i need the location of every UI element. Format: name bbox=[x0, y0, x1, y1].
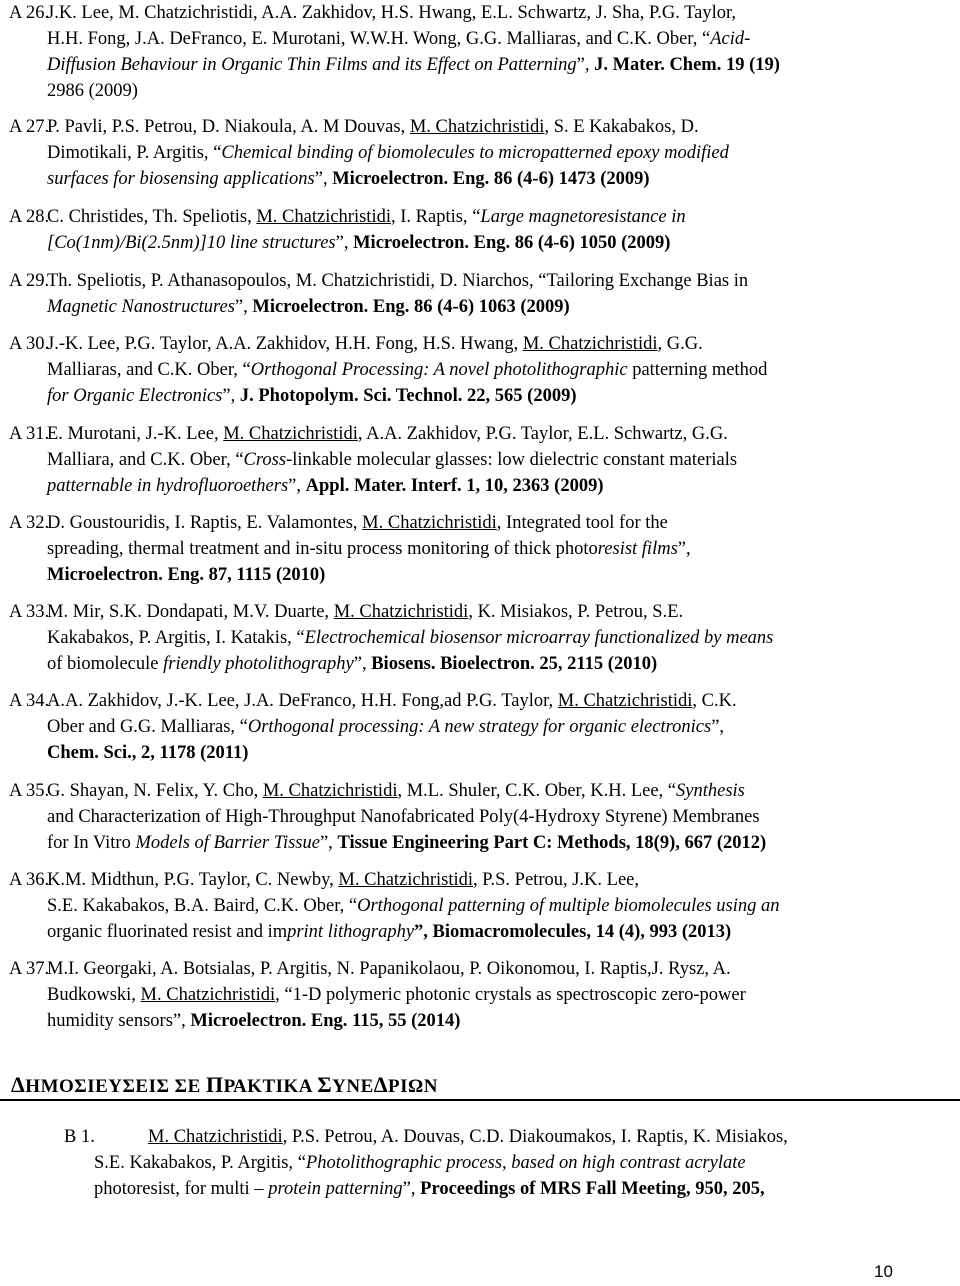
highlighted-author: M. Chatzichristidi bbox=[333, 602, 469, 622]
heading-rule bbox=[0, 1099, 960, 1101]
reference-journal: J. Photopolym. Sci. Technol. 22, 565 (2009) bbox=[239, 386, 577, 406]
section-heading bbox=[11, 1072, 438, 1098]
reference-authors: Kakabakos, P. Argitis, I. Katakis, bbox=[47, 628, 292, 648]
reference-title: surfaces for biosensing applications bbox=[47, 169, 315, 189]
reference-tag: A 36. bbox=[9, 870, 50, 890]
reference-journal: Microelectron. Eng. 86 (4-6) 1473 (2009) bbox=[332, 169, 650, 189]
reference-authors: , C.K. bbox=[692, 691, 737, 711]
reference-a30: A 30.J.-K. Lee, P.G. Taylor, A.A. Zakhidov, H.H. Fong, H.S. Hwang, M. Chatzichristidi, G.G. Malliaras, and C.K. Ober, “Orthogonal Processing: A novel photolithographic patterning method for Organic Electronics”, J. Photopolym. Sci. Technol. 22, 565 (2009) bbox=[9, 331, 949, 409]
reference-tag: A 34. bbox=[9, 691, 50, 711]
reference-authors: Dimotikali, P. Argitis, bbox=[47, 143, 209, 163]
reference-title: Magnetic Nanostructures bbox=[47, 297, 235, 317]
heading-text: ΥΝΕ bbox=[332, 1076, 374, 1097]
highlighted-author: M. Chatzichristidi bbox=[223, 424, 358, 444]
heading-initial: Σ bbox=[317, 1072, 333, 1097]
reference-authors: S.E. Kakabakos, P. Argitis, bbox=[94, 1153, 294, 1173]
reference-tag: A 37. bbox=[9, 959, 50, 979]
reference-title: Models of Barrier Tissue bbox=[135, 833, 320, 853]
reference-journal: J. Mater. Chem. 19 (19) bbox=[594, 55, 780, 75]
reference-authors: M. Mir, S.K. Dondapati, M.V. Duarte, bbox=[47, 602, 330, 622]
reference-authors: , G.G. bbox=[657, 334, 703, 354]
reference-title: – protein patterning bbox=[254, 1179, 403, 1199]
reference-journal: Chem. Sci., 2, 1178 (2011) bbox=[47, 743, 249, 763]
reference-authors: , M.L. Shuler, C.K. Ober, K.H. Lee, bbox=[397, 781, 664, 801]
reference-a27: A 27.P. Pavli, P.S. Petrou, D. Niakoula, A. M Douvas, M. Chatzichristidi, S. E Kakabakos, D. Dimotikali, P. Argitis, “Chemical binding of biomolecules to micropatterned epoxy modified surfaces for biosensing applications”, Microelectron. Eng. 86 (4-6) 1473 (2009) bbox=[9, 114, 949, 192]
reference-journal: Microelectron. Eng. 115, 55 (2014) bbox=[190, 1011, 461, 1031]
reference-authors: , I. Raptis, bbox=[390, 207, 468, 227]
reference-tag: A 29. bbox=[9, 271, 50, 291]
reference-tag: A 35. bbox=[9, 781, 50, 801]
highlighted-author: M. Chatzichristidi bbox=[557, 691, 693, 711]
reference-authors: , P.S. Petrou, A. Douvas, C.D. Diakoumakos, I. Raptis, K. Misiakos, bbox=[282, 1127, 788, 1147]
reference-tag: B 1. bbox=[64, 1127, 95, 1147]
reference-a37 bbox=[9, 956, 949, 1034]
highlighted-author: M. Chatzichristidi bbox=[148, 1127, 283, 1147]
reference-tag: A 30. bbox=[9, 334, 50, 354]
reference-authors: E. Murotani, J.-K. Lee, bbox=[47, 424, 219, 444]
reference-journal: Microelectron. Eng. 87, 1115 (2010) bbox=[47, 565, 326, 585]
reference-authors: Th. Speliotis, P. Athanasopoulos, M. Chatzichristidi, D. Niarchos, bbox=[47, 271, 534, 291]
page-number: 10 bbox=[874, 1262, 893, 1281]
heading-initial: Δ bbox=[11, 1072, 26, 1097]
reference-authors: K.M. Midthun, P.G. Taylor, C. Newby, bbox=[47, 870, 334, 890]
highlighted-author: M. Chatzichristidi bbox=[362, 513, 497, 533]
reference-a32: A 32.D. Goustouridis, I. Raptis, E. Valamontes, M. Chatzichristidi, Integrated tool for the spreading, thermal treatment and in-situ process monitoring of thick photoresist films”, Microelectron. Eng. 87, 1115 (2010) bbox=[9, 510, 949, 588]
reference-tag: A 31. bbox=[9, 424, 50, 444]
reference-authors: P. Pavli, P.S. Petrou, D. Niakoula, A. M Douvas, bbox=[47, 117, 406, 137]
reference-a26: A 26.J.K. Lee, M. Chatzichristidi, A.A. Zakhidov, H.S. Hwang, E.L. Schwartz, J. Sha, P.G. Taylor, H.H. Fong, J.A. DeFranco, E. Murotani, W.W.H. Wong, G.G. Malliaras, and C.K. Ober, “Acid- Diffusion Behaviour in Organic Thin Films and its Effect on Patterning”, J. Mater. Chem. 19 (19) 2986 (2009) bbox=[9, 0, 949, 104]
highlighted-author: M. Chatzichristidi bbox=[409, 117, 545, 137]
reference-a35: A 35.G. Shayan, N. Felix, Y. Cho, M. Chatzichristidi, M.L. Shuler, C.K. Ober, K.H. Lee, “Synthesis and Characterization of High-Throughput Nanofabricated Poly(4-Hydroxy Styrene) Membranes for In Vitro Models of Barrier Tissue”, Tissue Engineering Part C: Methods, 18(9), 667 (2012) bbox=[9, 778, 949, 856]
reference-title: Orthogonal Processing: A novel photolithographic bbox=[250, 360, 628, 380]
highlighted-author: M. Chatzichristidi bbox=[256, 207, 391, 227]
reference-tag: A 27. bbox=[9, 117, 50, 137]
reference-title: Orthogonal patterning of multiple biomolecules using an bbox=[357, 896, 780, 916]
reference-title: Acid- bbox=[710, 29, 751, 49]
reference-journal: Microelectron. Eng. 86 (4-6) 1063 (2009) bbox=[252, 297, 570, 317]
reference-journal: Tissue Engineering Part C: Methods, 18(9), 667 (2012) bbox=[337, 833, 767, 853]
reference-title: friendly photolithography bbox=[163, 654, 354, 674]
reference-authors: J.K. Lee, M. Chatzichristidi, A.A. Zakhidov, H.S. Hwang, E.L. Schwartz, J. Sha, P.G. Taylor, bbox=[47, 3, 737, 23]
reference-title: resist films bbox=[597, 539, 678, 559]
reference-journal: Biomacromolecules, 14 (4), 993 (2013) bbox=[432, 922, 732, 942]
reference-authors: A.A. Zakhidov, J.-K. Lee, J.A. DeFranco, H.H. Fong,ad P.G. Taylor, bbox=[47, 691, 554, 711]
reference-a31: A 31.E. Murotani, J.-K. Lee, M. Chatzichristidi, A.A. Zakhidov, P.G. Taylor, E.L. Schwartz, G.G. Malliara, and C.K. Ober, “Cross-linkable molecular glasses: low dielectric constant materials patternable in hydrofluoroethers”, Appl. Mater. Interf. 1, 10, 2363 (2009) bbox=[9, 421, 949, 499]
reference-title: of biomolecule bbox=[47, 654, 159, 674]
highlighted-author: M. Chatzichristidi bbox=[338, 870, 474, 890]
reference-tag: A 26. bbox=[9, 3, 50, 23]
reference-title: Orthogonal processing: A new strategy for organic electronics bbox=[247, 717, 712, 737]
reference-authors: , K. Misiakos, P. Petrou, S.E. bbox=[468, 602, 684, 622]
reference-title: , “1-D polymeric photonic crystals as spectroscopic zero-power bbox=[275, 985, 746, 1005]
reference-authors: , A.A. Zakhidov, P.G. Taylor, E.L. Schwartz, G.G. bbox=[357, 424, 728, 444]
reference-title: print lithography bbox=[287, 922, 415, 942]
reference-authors: M.I. Georgaki, A. Botsialas, P. Argitis, N. Papanikolaou, P. Oikonomou, I. Raptis,J. Rysz, A. bbox=[47, 959, 731, 979]
reference-title: spreading, thermal treatment and in-situ process monitoring of thick photo bbox=[47, 539, 598, 559]
reference-title: Electrochemical biosensor microarray functionalized by means bbox=[304, 628, 774, 648]
reference-title: and Characterization of High-Throughput Nanofabricated Poly(4-Hydroxy Styrene) Membranes bbox=[47, 807, 760, 827]
reference-authors: , P.S. Petrou, J.K. Lee, bbox=[473, 870, 640, 890]
reference-authors: Malliara, and C.K. Ober, bbox=[47, 450, 231, 470]
heading-initial: Π bbox=[206, 1072, 224, 1097]
reference-title: for Organic Electronics bbox=[47, 386, 223, 406]
reference-title: Large magnetoresistance in bbox=[480, 207, 686, 227]
reference-authors: Ober and G.G. Malliaras, bbox=[47, 717, 236, 737]
reference-title: , Integrated tool for the bbox=[496, 513, 668, 533]
reference-tag: A 32. bbox=[9, 513, 50, 533]
highlighted-author: M. Chatzichristidi bbox=[522, 334, 658, 354]
reference-a34: A 34.A.A. Zakhidov, J.-K. Lee, J.A. DeFranco, H.H. Fong,ad P.G. Taylor, M. Chatzichristidi, C.K. Ober and G.G. Malliaras, “Orthogonal processing: A new strategy for organic electronics”, Chem. Sci., 2, 1178 (2011) bbox=[9, 688, 949, 766]
reference-authors: D. Goustouridis, I. Raptis, E. Valamontes, bbox=[47, 513, 358, 533]
heading-text: ΡΙΩΝ bbox=[388, 1076, 438, 1097]
highlighted-author: M. Chatzichristidi bbox=[140, 985, 276, 1005]
reference-tag: A 33. bbox=[9, 602, 50, 622]
reference-authors: , S. E Kakabakos, D. bbox=[544, 117, 699, 137]
reference-authors: J.-K. Lee, P.G. Taylor, A.A. Zakhidov, H.H. Fong, H.S. Hwang, bbox=[47, 334, 519, 354]
reference-title: Tailoring Exchange Bias in bbox=[546, 271, 749, 291]
reference-authors: S.E. Kakabakos, B.A. Baird, C.K. Ober, bbox=[47, 896, 345, 916]
reference-title: organic fluorinated resist and im bbox=[47, 922, 288, 942]
reference-journal: Microelectron. Eng. 86 (4-6) 1050 (2009) bbox=[353, 233, 671, 253]
reference-title: Photolithographic process, based on high contrast acrylate bbox=[305, 1153, 746, 1173]
heading-text: ΡΑΚΤΙΚΑ bbox=[223, 1076, 318, 1097]
reference-a28: A 28.C. Christides, Th. Speliotis, M. Chatzichristidi, I. Raptis, “Large magnetoresistance in [Co(1nm)/Bi(2.5nm)]10 line structures”, Microelectron. Eng. 86 (4-6) 1050 (2009) bbox=[9, 204, 949, 256]
highlighted-author: M. Chatzichristidi bbox=[262, 781, 398, 801]
reference-title: for In Vitro bbox=[47, 833, 131, 853]
reference-title: patternable in hydrofluoroethers bbox=[47, 476, 289, 496]
reference-title: Synthesis bbox=[676, 781, 745, 801]
reference-journal: Biosens. Bioelectron. 25, 2115 (2010) bbox=[371, 654, 658, 674]
reference-authors: Budkowski, bbox=[47, 985, 136, 1005]
reference-title: Cross bbox=[243, 450, 287, 470]
reference-b1: B 1. M. Chatzichristidi, P.S. Petrou, A. Douvas, C.D. Diakoumakos, I. Raptis, K. Misiakos, S.E. Kakabakos, P. Argitis, “Photolithographic process, based on high contrast acrylate photoresist, for multi – protein patterning”, Proceedings of MRS Fall Meeting, 950, 205, bbox=[64, 1124, 950, 1202]
reference-authors: G. Shayan, N. Felix, Y. Cho, bbox=[47, 781, 259, 801]
reference-a36: A 36.K.M. Midthun, P.G. Taylor, C. Newby, M. Chatzichristidi, P.S. Petrou, J.K. Lee, S.E. Kakabakos, B.A. Baird, C.K. Ober, “Orthogonal patterning of multiple biomolecules using an organic fluorinated resist and imprint lithography”, Biomacromolecules, 14 (4), 993 (2013) bbox=[9, 867, 949, 945]
reference-journal: Proceedings of MRS Fall Meeting, 950, 205, bbox=[420, 1179, 765, 1199]
reference-authors: H.H. Fong, J.A. DeFranco, E. Murotani, W.W.H. Wong, G.G. Malliaras, and C.K. Ober, bbox=[47, 29, 698, 49]
reference-a29: A 29.Th. Speliotis, P. Athanasopoulos, M. Chatzichristidi, D. Niarchos, “Tailoring Exchange Bias in Magnetic Nanostructures”, Microelectron. Eng. 86 (4-6) 1063 (2009) bbox=[9, 268, 949, 320]
heading-text: ΗΜΟΣΙΕΥΣΕΙΣ ΣΕ bbox=[25, 1076, 207, 1097]
reference-journal: Appl. Mater. Interf. 1, 10, 2363 (2009) bbox=[305, 476, 604, 496]
reference-pages: 2986 (2009) bbox=[47, 81, 138, 101]
reference-title: [Co(1nm)/Bi(2.5nm)]10 line structures bbox=[47, 233, 336, 253]
reference-title: photoresist, for multi bbox=[94, 1179, 250, 1199]
reference-title: Diffusion Behaviour in Organic Thin Films and its Effect on Patterning bbox=[47, 55, 577, 75]
reference-title: humidity sensors”, bbox=[47, 1011, 186, 1031]
reference-title: -linkable molecular glasses: low dielectric constant materials bbox=[286, 450, 738, 470]
reference-title: Chemical binding of biomolecules to micropatterned epoxy modified bbox=[221, 143, 729, 163]
reference-authors: C. Christides, Th. Speliotis, bbox=[47, 207, 252, 227]
reference-title: patterning method bbox=[632, 360, 768, 380]
reference-tag: A 28. bbox=[9, 207, 50, 227]
reference-authors: Malliaras, and C.K. Ober, bbox=[47, 360, 238, 380]
heading-initial: Δ bbox=[373, 1072, 389, 1097]
reference-a33: A 33.M. Mir, S.K. Dondapati, M.V. Duarte, M. Chatzichristidi, K. Misiakos, P. Petrou, S.E. Kakabakos, P. Argitis, I. Katakis, “Electrochemical biosensor microarray functionalized by means of biomolecule friendly photolithography”, Biosens. Bioelectron. 25, 2115 (2010) bbox=[9, 599, 949, 677]
